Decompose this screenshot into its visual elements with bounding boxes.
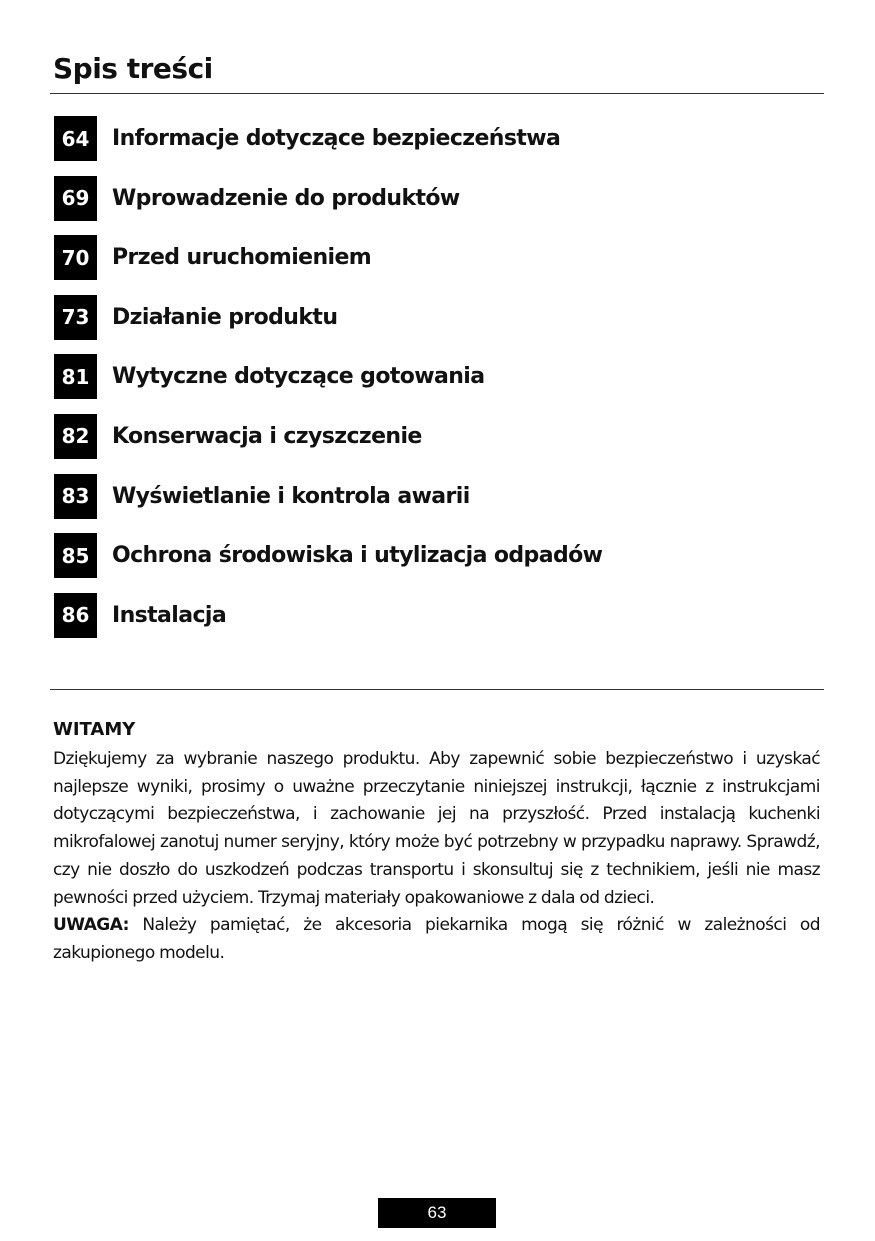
toc-item-environment[interactable] bbox=[54, 533, 824, 578]
title-divider bbox=[50, 93, 824, 94]
toc-item-label: Instalacja bbox=[112, 602, 227, 628]
toc-page-number: 69 bbox=[54, 176, 97, 221]
toc-item-cooking-guidelines[interactable] bbox=[54, 354, 824, 399]
toc-item-installation[interactable] bbox=[54, 593, 824, 638]
toc-page-number: 73 bbox=[54, 295, 97, 340]
toc-page-number: 82 bbox=[54, 414, 97, 459]
toc-item-label: Wytyczne dotyczące gotowania bbox=[112, 364, 485, 390]
toc-item-before-use[interactable] bbox=[54, 235, 824, 280]
welcome-paragraph bbox=[53, 746, 820, 968]
toc-item-label: Działanie produktu bbox=[112, 304, 338, 330]
toc-item-label: Wprowadzenie do produktów bbox=[112, 185, 460, 211]
toc-item-label: Ochrona środowiska i utylizacja odpadów bbox=[112, 543, 603, 569]
toc-item-operation[interactable] bbox=[54, 295, 824, 340]
toc-item-label: Informacje dotyczące bezpieczeństwa bbox=[112, 126, 561, 151]
welcome-body-text: Dziękujemy za wybranie naszego produktu. Aby zapewnić sobie bezpieczeństwo i uzyskać najlepsze wyniki, prosimy o uważne przeczytanie niniejszej instrukcji, łącznie z instrukcjami dotyczącymi bezpieczeństwa, i zachowanie jej na przyszłość. Przed instalacją kuchenki mikrofalowej zanotuj numer seryjny, który może być potrzebny w przypadku naprawy. Sprawdź, czy nie doszło do uszkodzeń podczas transportu i skonsultuj się z technikiem, jeśli nie masz pewności przed użyciem. Trzymaj materiały opakowaniowe z dala od dzieci. bbox=[53, 749, 820, 908]
toc-page-number: 64 bbox=[54, 116, 97, 161]
toc-item-safety[interactable] bbox=[54, 116, 824, 161]
toc-item-maintenance[interactable] bbox=[54, 414, 824, 459]
table-of-contents bbox=[54, 116, 824, 652]
toc-item-label: Przed uruchomieniem bbox=[112, 245, 372, 271]
note-text: Należy pamiętać, że akcesoria piekarnika mogą się różnić w zależności od zakupionego modelu. bbox=[53, 915, 820, 963]
toc-page-number: 83 bbox=[54, 474, 97, 519]
toc-item-label: Konserwacja i czyszczenie bbox=[112, 423, 422, 449]
welcome-heading: WITAMY bbox=[53, 719, 136, 740]
toc-item-display-faults[interactable] bbox=[54, 474, 824, 519]
section-divider bbox=[50, 689, 824, 690]
toc-page-number: 70 bbox=[54, 235, 97, 280]
toc-page-number: 81 bbox=[54, 354, 97, 399]
toc-item-product-intro[interactable] bbox=[54, 176, 824, 221]
toc-page-number: 85 bbox=[54, 533, 97, 578]
toc-item-label: Wyświetlanie i kontrola awarii bbox=[112, 483, 470, 509]
page-title: Spis treści bbox=[53, 52, 213, 85]
toc-page-number: 86 bbox=[54, 593, 97, 638]
note-label: UWAGA: bbox=[53, 915, 129, 936]
welcome-section bbox=[53, 718, 820, 968]
page-number: 63 bbox=[378, 1198, 496, 1228]
